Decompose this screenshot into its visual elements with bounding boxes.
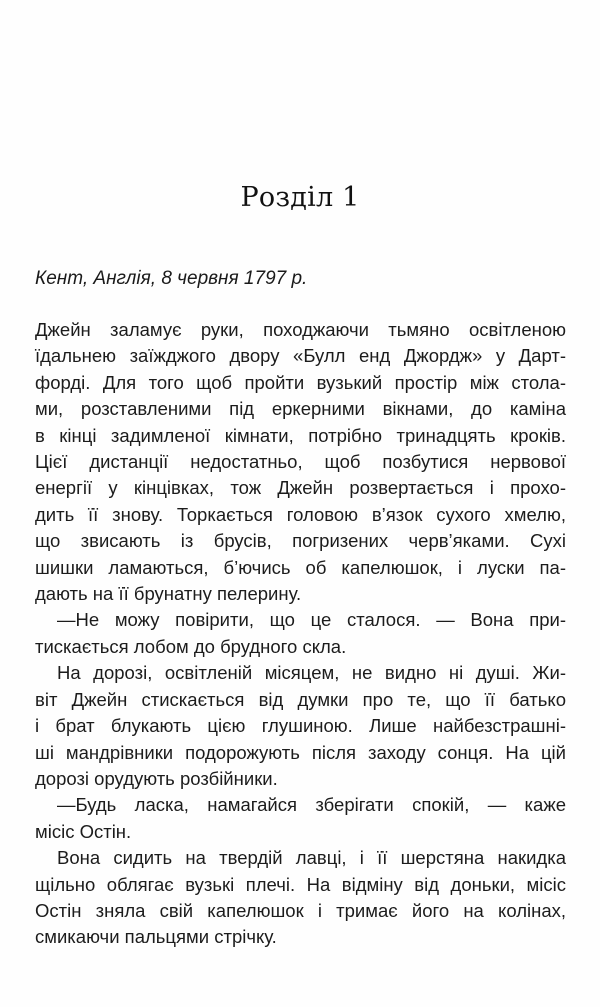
text-line: місіс Остін. — [35, 820, 132, 842]
text-line: форді. Для того щоб пройти вузький простір між стола- — [35, 371, 566, 393]
text-line: в кінці задимленої кімнати, потрібно тринадцять кроків. — [35, 424, 566, 446]
text-line: тискається лобом до брудного скла. — [35, 635, 347, 657]
text-line: дить її знову. Торкається головою в’язок сухого хмелю, — [35, 503, 566, 525]
text-line: Джейн заламує руки, походжаючи тьмяно освітленою — [35, 319, 566, 340]
text-line: Остін зняла свій капелюшок і тримає його на колінах, — [35, 899, 566, 921]
text-line: і брат блукають цією глушиною. Лише найбезстрашні- — [35, 715, 566, 737]
text-line: ші мандрівники подорожують після заходу сонця. На цій — [35, 741, 566, 763]
text-line: ми, розставленими під еркерними вікнами, до каміна — [35, 398, 566, 420]
text-line: їдальнею заїжджого двору «Булл енд Джордж» у Дарт- — [35, 345, 566, 367]
text-line: віт Джейн стискається від думки про те, що її батько — [35, 688, 566, 710]
text-line: смикаючи пальцями стрічку. — [35, 926, 277, 948]
text-line: дають на її брунатну пелерину. — [35, 583, 302, 605]
body-text — [35, 317, 566, 951]
place-date-heading: Кент, Англія, 8 червня 1797 р. — [35, 268, 308, 289]
text-line: На дорозі, освітленій місяцем, не видно ні душі. Жи- — [57, 662, 566, 684]
text-line: Вона сидить на твердій лавці, і її шерстяна накидка — [57, 847, 566, 869]
text-line: енергії у кінцівках, тож Джейн розвертається і прохо- — [35, 477, 566, 499]
text-line: Цієї дистанції недостатньо, щоб позбутися нервової — [35, 451, 566, 473]
text-line: дорозі орудують розбійники. — [35, 767, 278, 789]
text-line: —Не можу повірити, що це сталося. — Вона при- — [57, 609, 566, 631]
chapter-title: Розділ 1 — [240, 182, 360, 213]
text-line: що звисають із брусів, погризених черв’яками. Сухі — [35, 530, 566, 552]
text-line: —Будь ласка, намагайся зберігати спокій, — каже — [57, 794, 566, 816]
text-line: шишки ламаються, б’ючись об капелюшок, і луски па- — [35, 556, 566, 578]
text-line: щільно облягає вузькі плечі. На відміну від доньки, місіс — [35, 873, 566, 895]
